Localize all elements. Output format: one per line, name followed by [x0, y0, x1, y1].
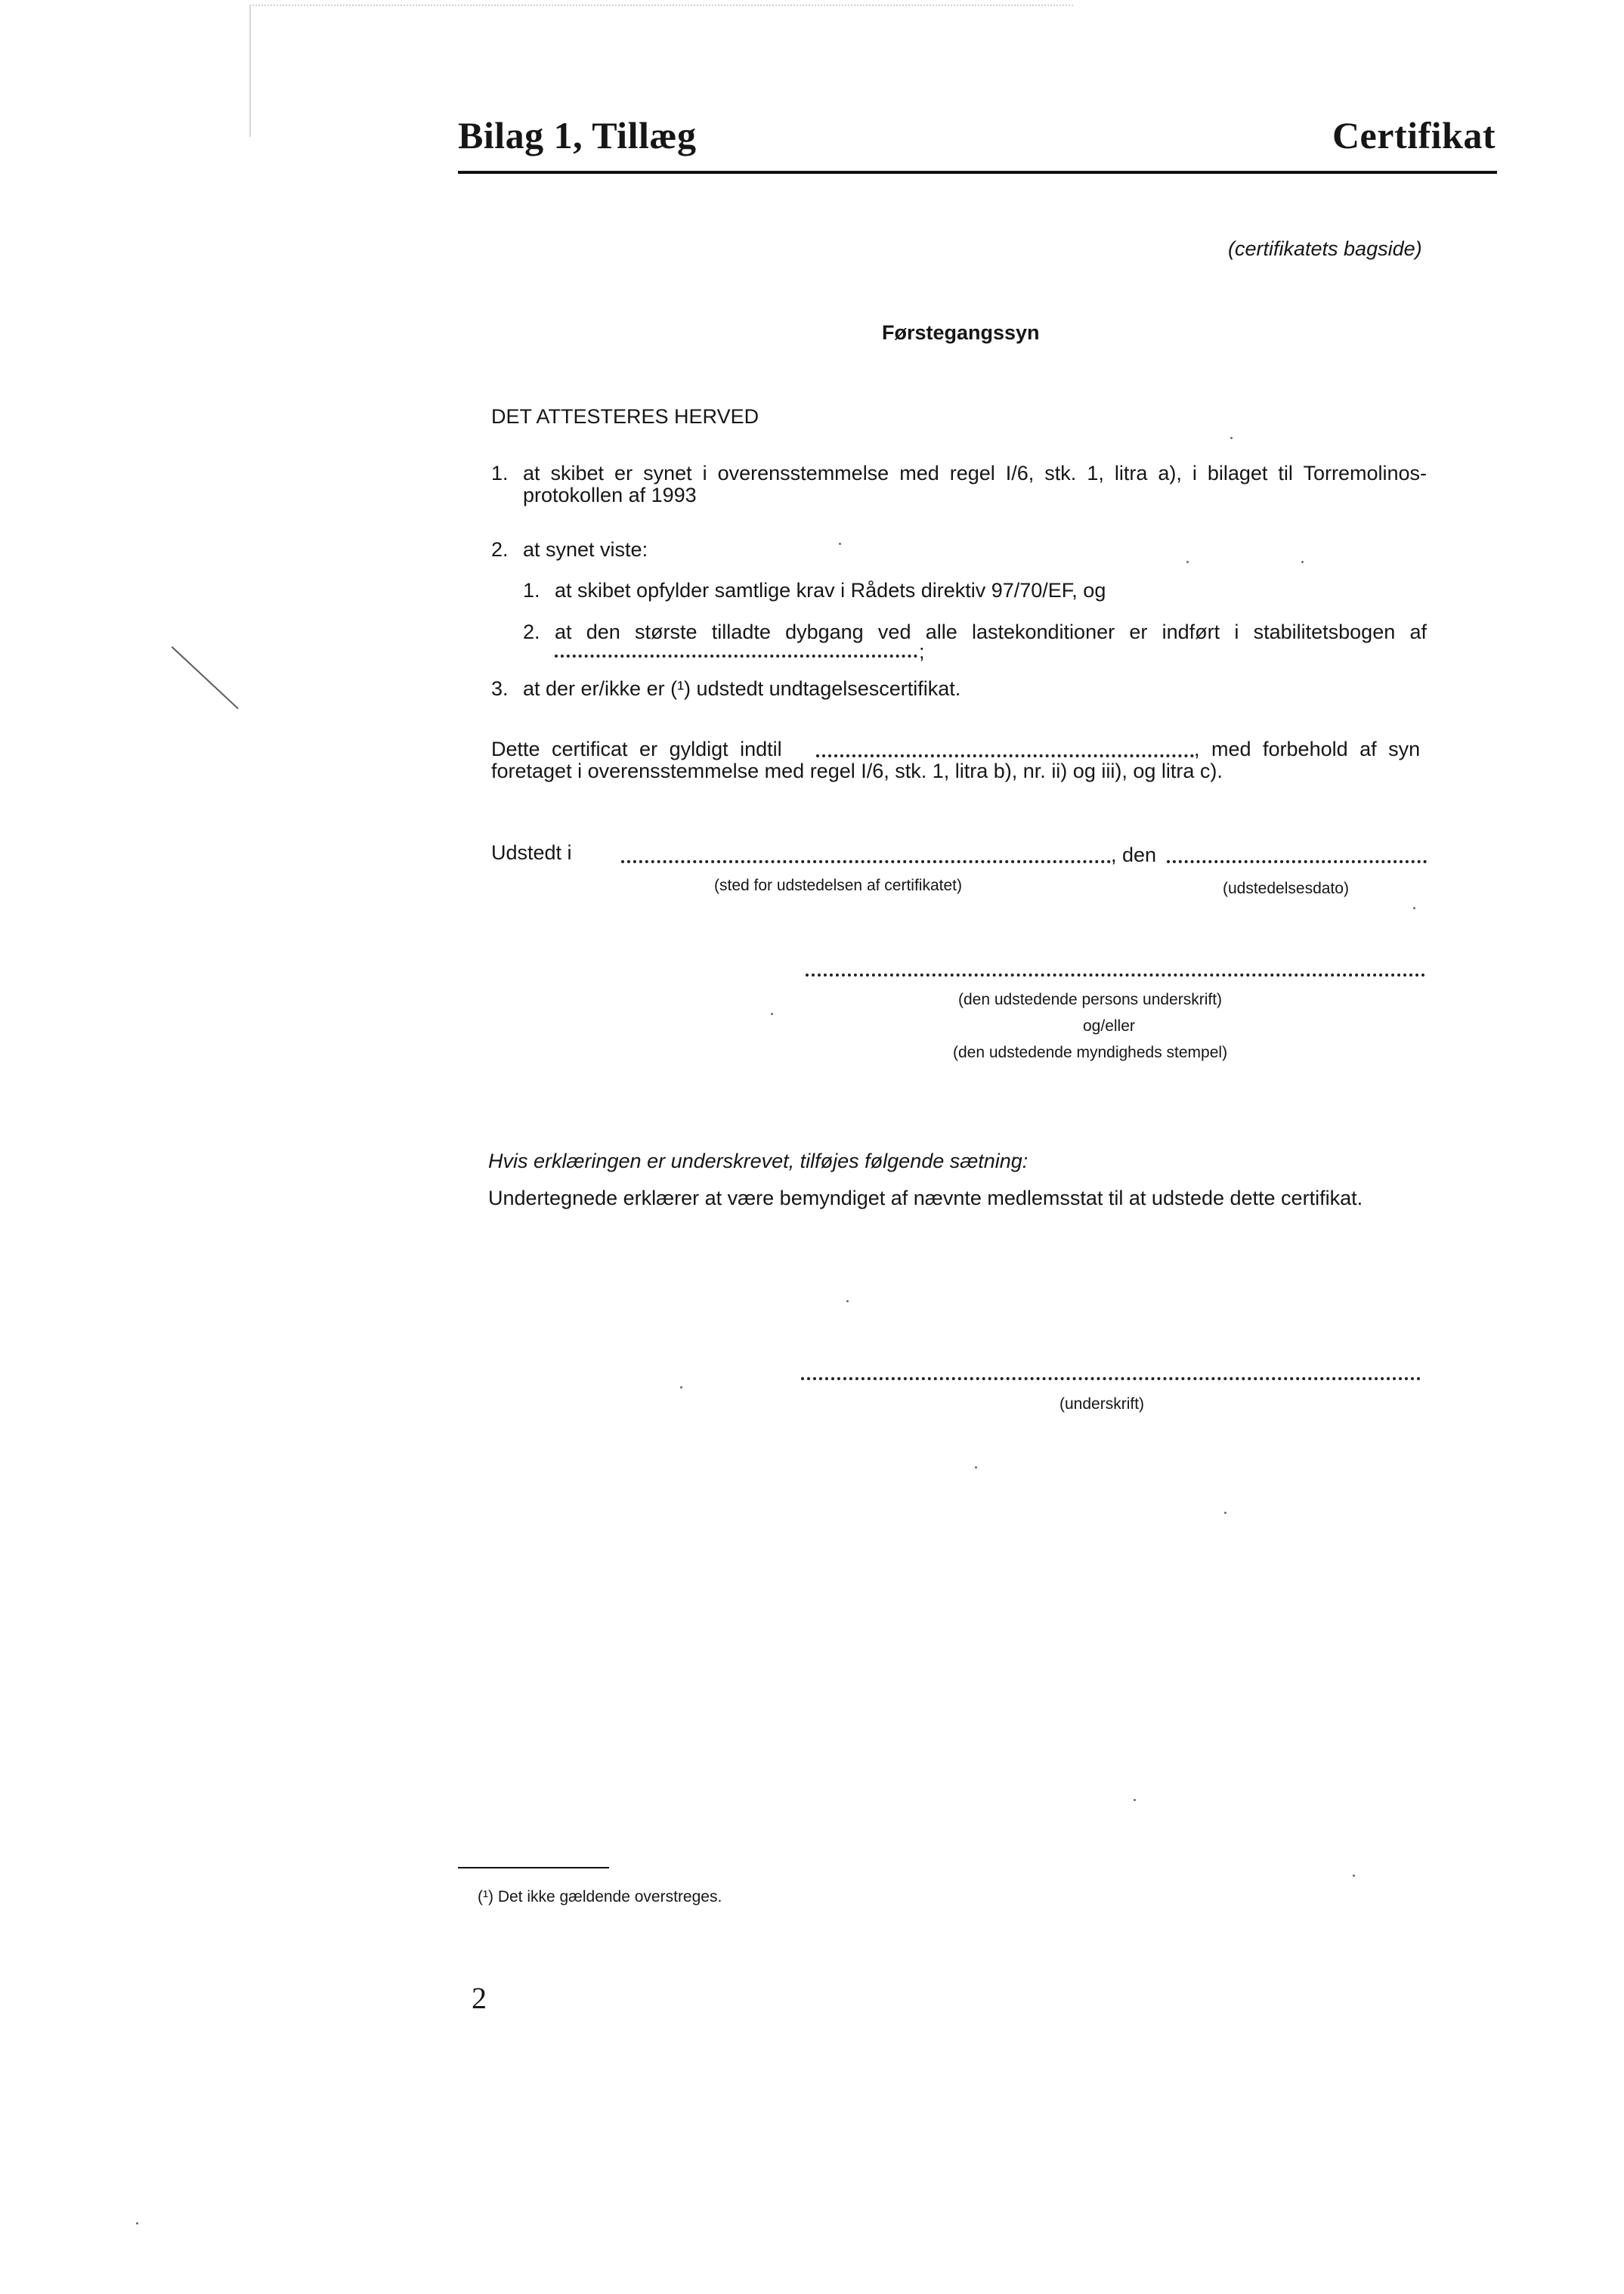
scan-speck [1230, 437, 1233, 439]
issue-date-blank [1167, 860, 1427, 863]
subitem-2-blank-end: ; [919, 640, 925, 663]
issuer-signature-or: og/eller [1083, 1017, 1135, 1035]
scan-speck [1134, 1799, 1136, 1801]
scan-speck [839, 543, 841, 545]
section-title: Førstegangssyn [882, 321, 1040, 344]
footnote: (¹) Det ikke gældende overstreges. [478, 1888, 722, 1905]
item-3-line1: at der er/ikke er (¹) udstedt undtagelsescertifikat. [523, 677, 961, 700]
attest-intro: DET ATTESTERES HERVED [491, 405, 759, 428]
page-side-note: (certifikatets bagside) [1228, 237, 1422, 260]
item-2-line1: at synet viste: [523, 538, 648, 561]
scan-speck [680, 1386, 682, 1388]
signature-blank [801, 1377, 1421, 1380]
subitem-2-number: 2. [523, 621, 540, 643]
page-number: 2 [472, 1981, 487, 2015]
validity-text-end: , med forbehold af syn [1194, 738, 1421, 760]
scan-speck [975, 1466, 977, 1469]
annex-title: Bilag 1, Tillæg [458, 114, 697, 156]
certificate-title: Certifikat [1332, 114, 1496, 156]
scan-scratch [172, 646, 239, 709]
issue-place-blank [621, 860, 1111, 863]
item-3-number: 3. [491, 677, 509, 700]
issued-den: , den [1111, 844, 1157, 866]
validity-line2: foretaget i overensstemmelse med regel I/6, stk. 1, litra b), nr. ii) og iii), og litra c). [491, 760, 1223, 782]
subitem-1-text: at skibet opfylder samtlige krav i Rådets direktiv 97/70/EF, og [555, 579, 1106, 602]
scan-edge-left [249, 5, 251, 137]
issuer-stamp-caption: (den udstedende myndigheds stempel) [953, 1044, 1228, 1061]
item-1-line2: protokollen af 1993 [523, 484, 697, 506]
header-rule [458, 171, 1497, 174]
validity-text-start: Dette certificat er gyldigt indtil [491, 738, 782, 760]
subitem-1-number: 1. [523, 579, 540, 602]
item-1-number: 1. [491, 462, 509, 484]
scan-speck [1224, 1512, 1227, 1514]
scan-speck [1413, 907, 1415, 909]
item-2-number: 2. [491, 538, 509, 561]
stability-book-date-blank [555, 655, 917, 658]
issue-place-caption: (sted for udstedelsen af certifikatet) [714, 877, 962, 894]
issue-date-caption: (udstedelsesdato) [1223, 880, 1349, 897]
validity-date-blank [816, 754, 1194, 757]
scan-speck [771, 1013, 773, 1015]
declaration-instruction: Hvis erklæringen er underskrevet, tilføjes følgende sætning: [488, 1150, 1029, 1172]
scan-speck [1186, 561, 1189, 563]
scan-edge-top [249, 5, 1073, 6]
item-1-line1: at skibet er synet i overensstemmelse med regel I/6, stk. 1, litra a), i bilaget til Torremolinos- [523, 462, 1427, 484]
scan-speck [846, 1300, 849, 1302]
issued-label: Udstedt i [491, 841, 572, 864]
scan-speck [136, 2222, 138, 2224]
signature-caption: (underskrift) [1059, 1395, 1145, 1413]
scan-speck [1301, 561, 1304, 563]
subitem-2-text: at den største tilladte dybgang ved alle lastekonditioner er indført i stabilitetsbogen af [555, 621, 1427, 643]
issuer-signature-blank [806, 974, 1425, 977]
issuer-signature-caption: (den udstedende persons underskrift) [958, 991, 1223, 1008]
declaration-text: Undertegnede erklærer at være bemyndiget af nævnte medlemsstat til at udstede dette certifikat. [488, 1187, 1363, 1209]
scan-speck [1353, 1875, 1355, 1877]
footnote-rule [458, 1867, 609, 1868]
